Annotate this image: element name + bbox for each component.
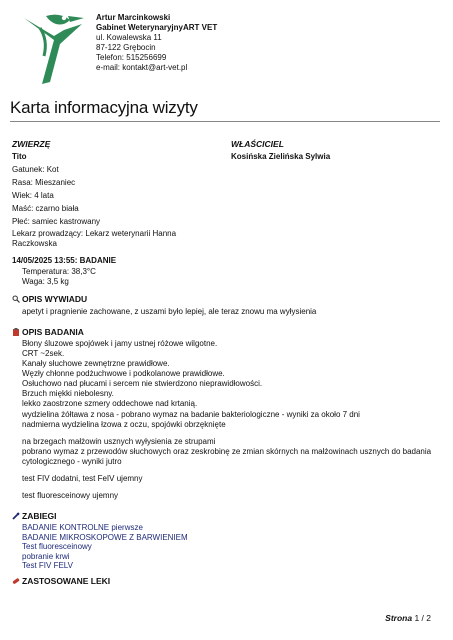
animal-breed: Rasa: Mieszaniec (12, 178, 76, 187)
procedure-item: BADANIE MIKROSKOPOWE Z BARWIENIEM (22, 532, 188, 542)
description-line: Błony śluzowe spojówek i jamy ustnej różowe wilgotne. (22, 339, 218, 348)
interview-heading-row (12, 294, 87, 304)
interview-text: apetyt i pragnienie zachowane, z uszami było lepiej, ale teraz znowu ma wyłysienia (22, 307, 317, 316)
procedure-item: Test FIV FELV (22, 561, 73, 570)
description-heading: OPIS BADANIA (22, 327, 84, 337)
description-line: nadmierna wydzielina łzowa z oczu, spojówki obrzęknięte (22, 420, 226, 429)
interview-heading: OPIS WYWIADU (22, 294, 88, 304)
page-footer (385, 613, 431, 623)
clinic-logo (20, 10, 88, 86)
description-line: CRT ~2sek. (22, 349, 65, 358)
procedure-item: pobranie krwi (22, 551, 70, 561)
page-label: Strona (385, 613, 413, 623)
document-title: Karta informacyjna wizyty (10, 98, 198, 117)
page-number: 1 / 2 (414, 613, 431, 623)
animal-name: Tito (12, 152, 27, 161)
animal-sex: Płeć: samiec kastrowany (12, 217, 101, 226)
exam-weight: Waga: 3,5 kg (22, 277, 69, 286)
clipboard-icon (12, 328, 20, 336)
description-block-b (22, 410, 360, 430)
description-line: Brzuch miękki niebolesny. (22, 389, 114, 398)
procedure-item: BADANIE KONTROLNE pierwsze (22, 523, 143, 532)
animal-color: Maść: czarno biała (12, 204, 79, 213)
animal-heading: ZWIERZĘ (12, 139, 51, 149)
exam-temperature: Temperatura: 38,3°C (22, 267, 96, 276)
drugs-heading: ZASTOSOWANE LEKI (22, 576, 111, 586)
clinic-info (96, 13, 217, 73)
clinic-owner: Artur Marcinkowski (96, 13, 171, 22)
drugs-heading-row (12, 576, 110, 586)
test-result-fluorescein: test fluoresceinowy ujemny (22, 491, 119, 500)
owner-heading: WŁAŚCICIEL (231, 139, 284, 149)
procedures-list (22, 523, 188, 571)
pill-icon (12, 577, 20, 585)
description-line: Kanały słuchowe zewnętrzne prawidłowe. (22, 359, 170, 368)
exam-header: 14/05/2025 13:55: BADANIE (12, 256, 117, 265)
description-line: pobrano wymaz z przewodów słuchowych oraz zeskrobinę ze zmian skórnych na małżowinach usznych do badania (22, 447, 432, 456)
description-line: na brzegach małżowin usznych wyłysienia ze strupami (22, 437, 216, 446)
description-line: wydzielina żółtawa z nosa - pobrano wymaz na badanie bakteriologiczne - wyniki za około 7 dni (22, 410, 360, 419)
vet-line-2: Raczkowska (12, 239, 57, 248)
description-line: lekko zaostrzone szmery oddechowe nad krtanią. (22, 399, 198, 408)
description-block-a (22, 339, 262, 409)
clinic-street: ul. Kowalewska 11 (96, 33, 162, 42)
procedures-heading: ZABIEGI (22, 511, 57, 521)
syringe-icon (12, 512, 20, 520)
description-heading-row (12, 327, 84, 337)
title-divider (10, 121, 440, 122)
test-result-fiv: test FIV dodatni, test FeIV ujemny (22, 474, 143, 483)
magnifier-icon (12, 295, 20, 303)
description-block-c (22, 437, 431, 467)
animal-species: Gatunek: Kot (12, 165, 59, 174)
description-line: Osłuchowo nad płucami i sercem nie stwierdzono nieprawidłowości. (22, 379, 263, 388)
description-line: Węzły chłonne podżuchwowe i podkolanowe prawidłowe. (22, 369, 225, 378)
clinic-email: e-mail: kontakt@art-vet.pl (96, 63, 188, 72)
clinic-phone: Telefon: 515256699 (96, 53, 167, 62)
owner-name: Kosińska Zielińska Sylwia (231, 152, 331, 161)
vet-line-1: Lekarz prowadzący: Lekarz weterynarii Hanna (12, 229, 177, 238)
clinic-name: Gabinet WeterynaryjnyART VET (96, 23, 218, 32)
animal-age: Wiek: 4 lata (12, 191, 54, 200)
description-line: cytologicznego - wyniki jutro (22, 457, 122, 466)
clinic-city: 87-122 Grębocin (96, 43, 156, 52)
procedure-item: Test fluoresceinowy (22, 542, 92, 551)
procedures-heading-row (12, 511, 56, 521)
